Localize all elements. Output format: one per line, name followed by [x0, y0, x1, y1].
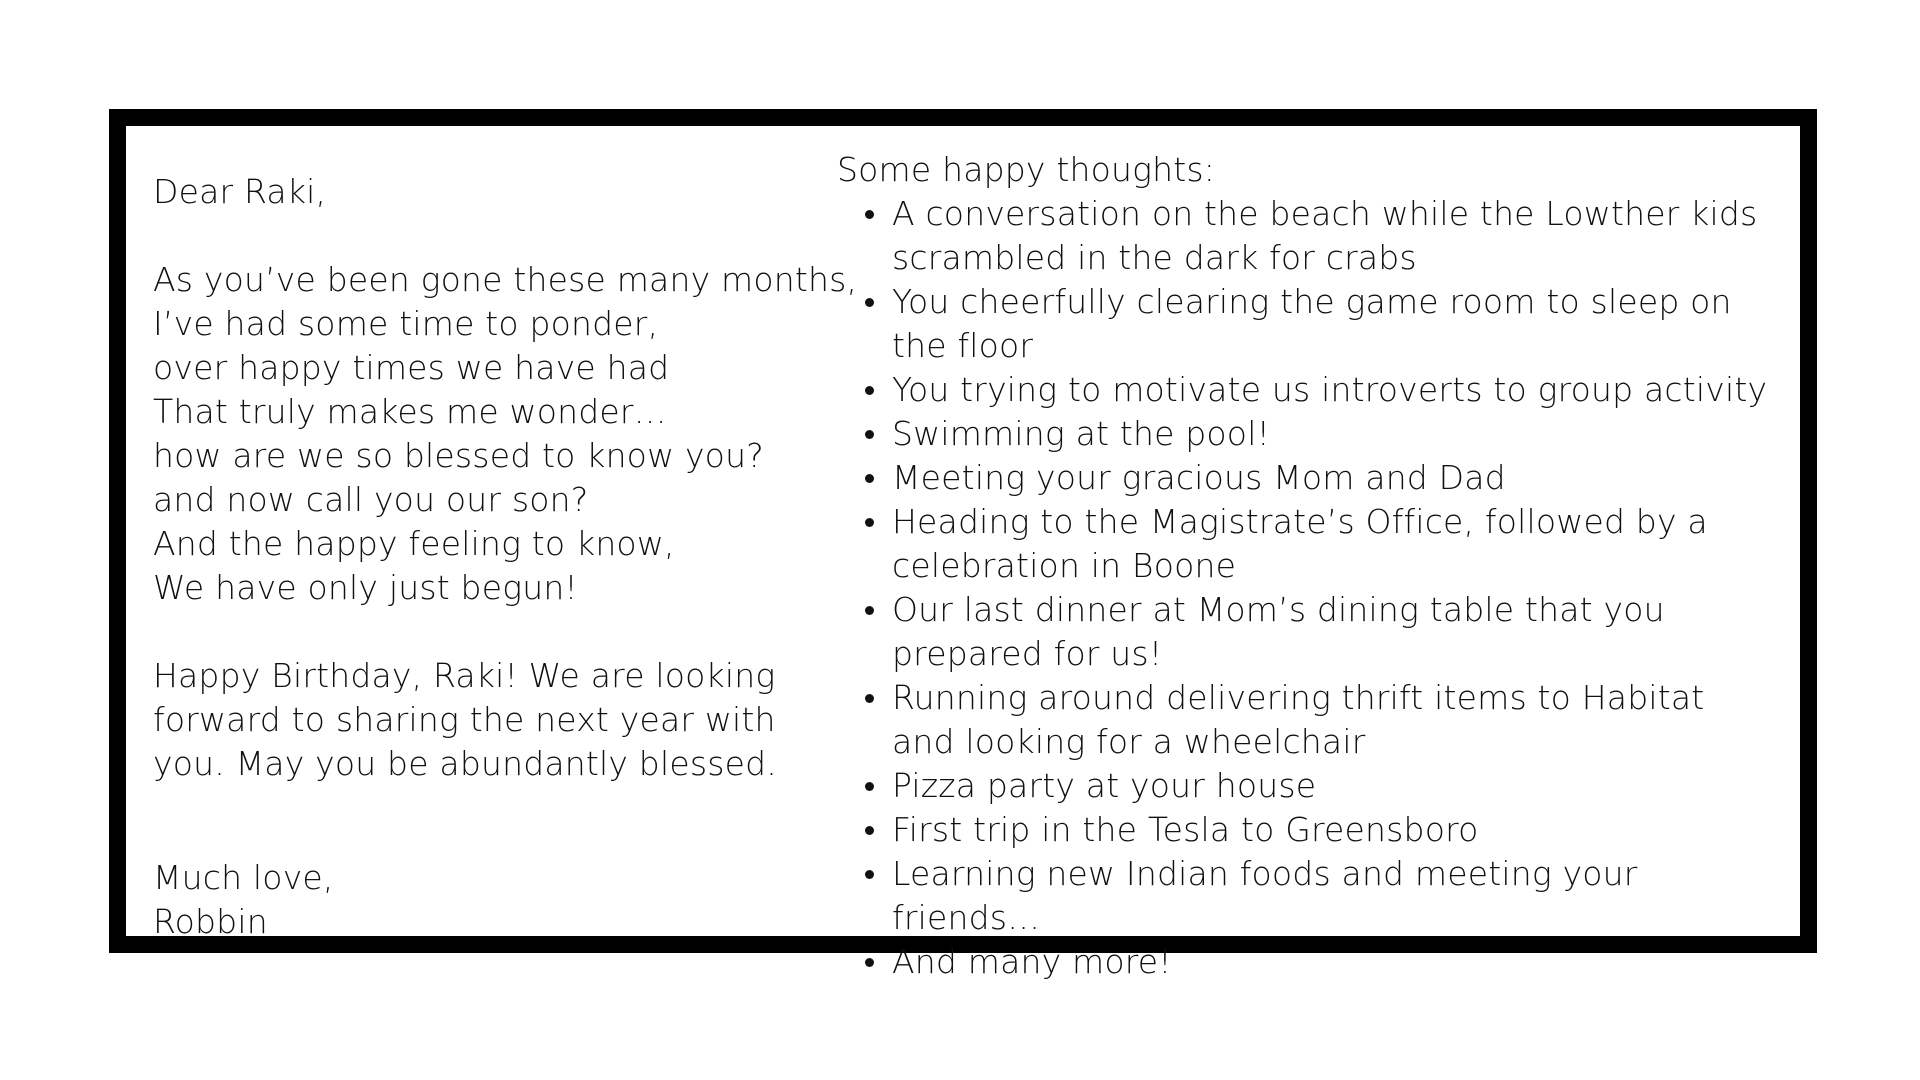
list-item: [837, 764, 1777, 808]
poem-line: And the happy feeling to know,: [153, 524, 675, 563]
thoughts-column: [837, 148, 1777, 984]
list-item-text: Learning new Indian foods and meeting your friends…: [892, 854, 1638, 937]
list-item: [837, 940, 1777, 984]
thoughts-list: [837, 192, 1777, 984]
bullet-icon: [865, 386, 874, 395]
poem-line: and now call you our son?: [153, 480, 589, 519]
list-item-text: You trying to motivate us introverts to group activity: [892, 370, 1768, 409]
list-item-text: Heading to the Magistrate’s Office, followed by a celebration in Boone: [892, 502, 1708, 585]
list-item-text: Running around delivering thrift items to Habitat and looking for a wheelchair: [892, 678, 1705, 761]
bullet-icon: [865, 430, 874, 439]
list-item: [837, 676, 1777, 764]
list-item: [837, 368, 1777, 412]
list-item: [837, 280, 1777, 368]
bullet-icon: [865, 870, 874, 879]
spacer: [153, 610, 833, 654]
letter-signature: Robbin: [153, 902, 268, 941]
list-item: [837, 192, 1777, 280]
letter-closing: Much love,: [153, 858, 334, 897]
bullet-icon: [865, 210, 874, 219]
bullet-icon: [865, 518, 874, 527]
list-item-text: First trip in the Tesla to Greensboro: [892, 810, 1479, 849]
poem-line: As you’ve been gone these many months,: [153, 260, 858, 299]
bullet-icon: [865, 782, 874, 791]
poem-line: over happy times we have had: [153, 348, 670, 387]
list-item-text: A conversation on the beach while the Lowther kids scrambled in the dark for crabs: [892, 194, 1758, 277]
list-item-text: Swimming at the pool!: [892, 414, 1270, 453]
bullet-icon: [865, 694, 874, 703]
bullet-icon: [865, 298, 874, 307]
list-item: [837, 456, 1777, 500]
poem-line: That truly makes me wonder…: [153, 392, 667, 431]
list-item-text: Our last dinner at Mom’s dining table that you prepared for us!: [892, 590, 1665, 673]
wish-line: you. May you be abundantly blessed.: [153, 744, 777, 783]
spacer: [153, 214, 833, 258]
bullet-icon: [865, 474, 874, 483]
list-item-text: Meeting your gracious Mom and Dad: [892, 458, 1506, 497]
wish-line: forward to sharing the next year with: [153, 700, 776, 739]
list-item-text: And many more!: [892, 942, 1172, 981]
poem-line: We have only just begun!: [153, 568, 578, 607]
letter-greeting: Dear Raki,: [153, 172, 327, 211]
list-item: [837, 412, 1777, 456]
spacer: [153, 786, 833, 830]
list-item: [837, 500, 1777, 588]
bullet-icon: [865, 958, 874, 967]
list-item-text: Pizza party at your house: [892, 766, 1317, 805]
thoughts-heading: Some happy thoughts:: [837, 150, 1216, 189]
list-item-text: You cheerfully clearing the game room to sleep on the floor: [892, 282, 1732, 365]
poem-line: I’ve had some time to ponder,: [153, 304, 659, 343]
letter-column: [153, 170, 858, 944]
list-item: [837, 588, 1777, 676]
list-item: [837, 852, 1777, 940]
wish-line: Happy Birthday, Raki! We are looking: [153, 656, 776, 695]
poem-line: how are we so blessed to know you?: [153, 436, 764, 475]
list-item: [837, 808, 1777, 852]
bullet-icon: [865, 606, 874, 615]
spacer: [153, 830, 833, 856]
bullet-icon: [865, 826, 874, 835]
